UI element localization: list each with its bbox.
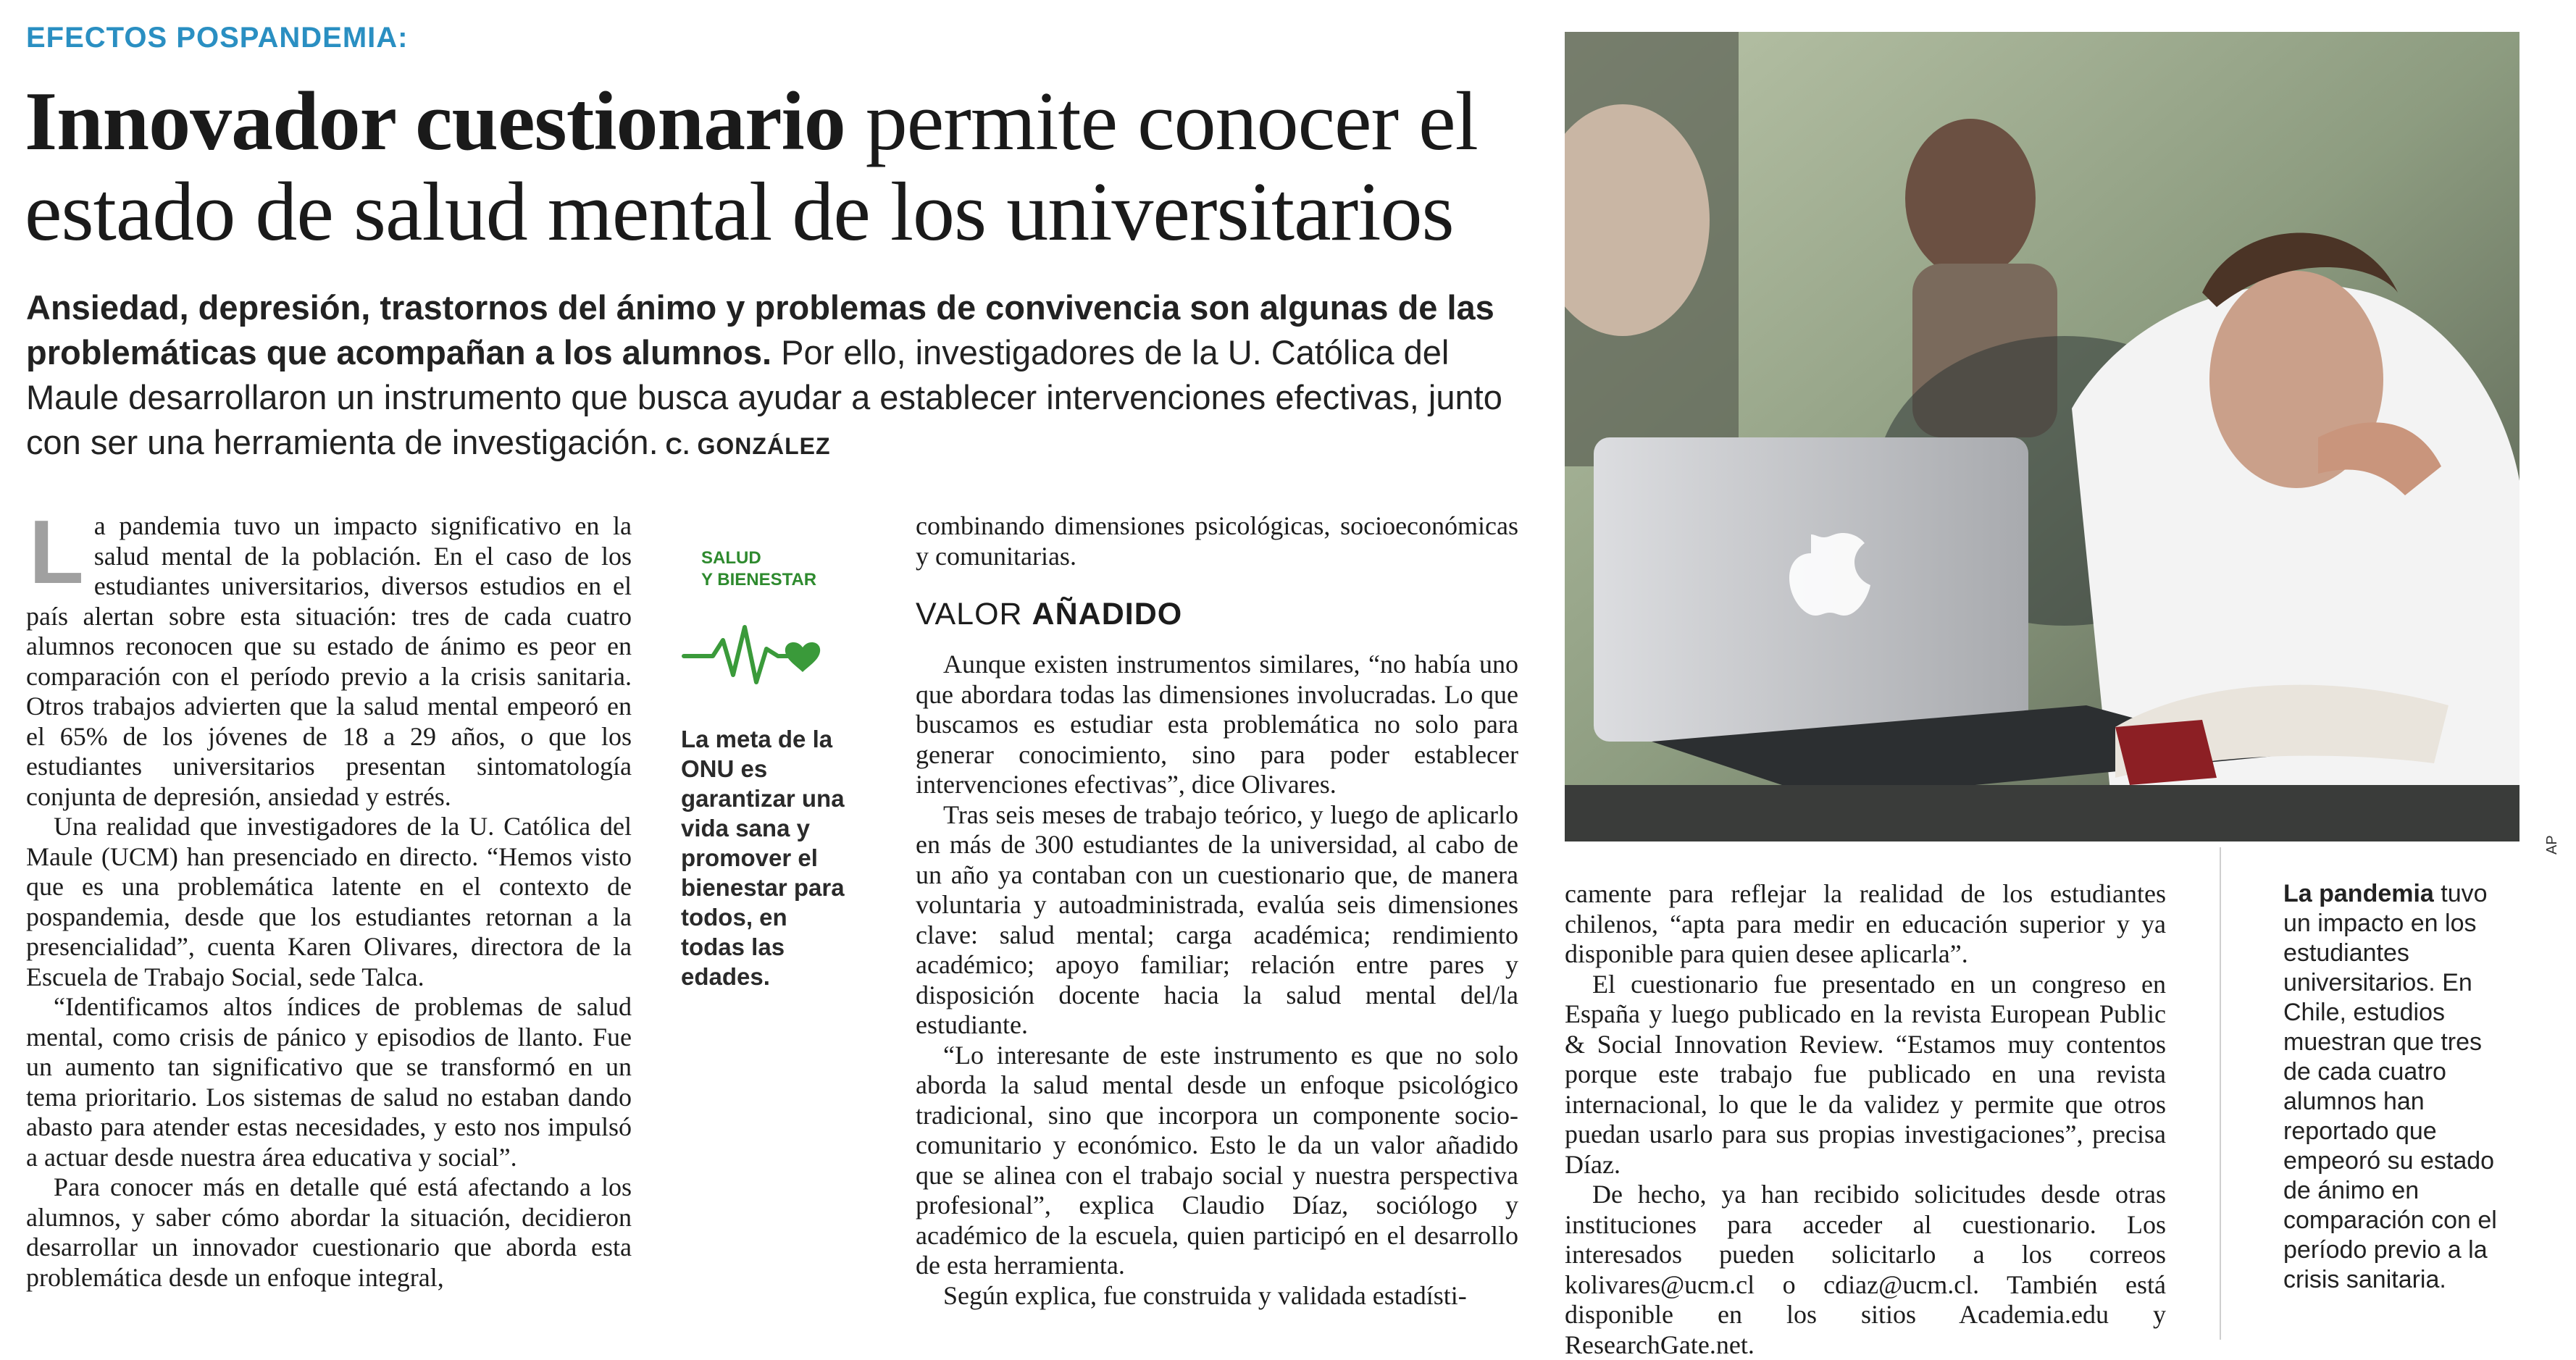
body-column-2 <box>916 511 1518 1311</box>
deck-bold: Ansiedad, depresión, trastornos del ánimo y problemas de convivencia son algunas de las problemáticas que acompañan a los alumnos. <box>26 288 1494 372</box>
sidebar-text: La meta de la ONU es garantizar una vida sana y promover el bienestar para todos, en todas las edades. <box>681 726 845 990</box>
photo-illustration <box>1565 32 2519 841</box>
heartbeat-heart-icon <box>681 605 826 692</box>
drop-cap: L <box>29 503 84 603</box>
paragraph: Aunque existen instrumentos similares, “no había uno que abordara todas las dimensiones involucradas. Lo que buscamos es estudiar esta problemática no solo para generar conocimiento, sino para poder establecer intervenciones efectivas”, dice Olivares. <box>916 650 1518 799</box>
byline: C. GONZÁLEZ <box>665 433 831 459</box>
body-column-1 <box>26 503 632 1293</box>
paragraph: “Identificamos altos índices de problemas de salud mental, como crisis de pánico y episodios de llanto. Fue un aumento tan significativo que se transformó en un tema prioritario. Los sistemas de salud no estaban dando abasto para atender estas necesidades, y esto nos impulsó a actuar desde nuestra área educativa y social”. <box>26 992 632 1172</box>
paragraph: camente para reflejar la realidad de los estudiantes chilenos, “apta para medir en educación superior y ya disponible para quien desee aplicarla”. <box>1565 879 2166 968</box>
paragraph: Una realidad que investigadores de la U. Católica del Maule (UCM) han presenciado en directo. “Hemos visto que es una problemática latente en el contexto de pospandemia, desde que los estudiantes retornan a la presencialidad”, cuenta Karen Olivares, directora de la Escuela de Trabajo Social, sede Talca. <box>26 812 632 991</box>
paragraph: Según explica, fue construida y validada estadísti- <box>943 1280 1467 1310</box>
headline-regular: permite conocer el estado de salud mental de los universitarios <box>25 75 1478 259</box>
headline <box>25 77 1531 258</box>
paragraph: combinando dimensiones psicológicas, socioeconómicas y comunitarias. <box>916 511 1518 571</box>
sidebar-title: SALUD Y BIENESTAR <box>701 548 817 589</box>
column-divider <box>2220 847 2221 1340</box>
paragraph: Tras seis meses de trabajo teórico, y luego de aplicarlo en más de 300 estudiantes de la universidad, al cabo de un año ya contaban con un cuestionario que, de manera voluntaria y autoadministrada, evalúa seis dimensiones clave: salud mental; carga académica; rendimiento académico; apoyo familiar; relación entre pares y disposición docente hacia la salud mental del/la estudiante. <box>916 799 1518 1039</box>
paragraph: “Lo interesante de este instrumento es que no solo aborda la salud mental desde un enfoque psicológico tradicional, sino que incorpora un componente socio-comunitario y económico. Esto le da un valor añadido que se alinea con el trabajo social y nuestra perspectiva profesional”, explica Claudio Díaz, sociólogo y académico de la escuela, quien participó en el desarrollo de esta herramienta. <box>916 1040 1518 1280</box>
photo-caption: La pandemia tuvo un impacto en los estudiantes universitarios. En Chile, estudios muestran que tres de cada cuatro alumnos han reportado que empeoró su estado de ánimo en comparación con el período previo a la crisis sanitaria. <box>2283 880 2497 1293</box>
paragraph: La pandemia tuvo un impacto significativo en la salud mental de la población. En el caso de los estudiantes universitarios, diversos estudios en el país alertan sobre esta situación: tres de cada cuatro alumnos reconocen que su estado de ánimo es peor en comparación con el período previo a la crisis sanitaria. Otros trabajos advierten que la salud mental empeoró en el 65% de los jóvenes de 18 a 29 años, o que los estudiantes universitarios presentan sintomatología conjunta de depresión, ansiedad y estrés. <box>26 503 632 811</box>
subhead: VALOR AÑADIDO <box>916 597 1183 631</box>
headline-bold: Innovador cuestionario <box>25 75 845 168</box>
body-column-3 <box>1565 879 2166 1360</box>
deck-regular: Por ello, investigadores de la U. Católica del Maule desarrollaron un instrumento que busca ayudar a establecer intervenciones efectivas, junto con ser una herramienta de investigación. <box>26 333 1502 461</box>
student-with-laptop-photo <box>1565 32 2519 841</box>
deck <box>26 285 1504 469</box>
paragraph: Para conocer más en detalle qué está afectando a los alumnos, y saber cómo abordar la situación, decidieron desarrollar un innovador cuestionario que aborda esta problemática desde un enfoque integral, <box>26 1172 632 1292</box>
paragraph: De hecho, ya han recibido solicitudes desde otras instituciones para acceder al cuestionario. Los interesados pueden solicitarlo a los correos kolivares@ucm.cl o cdiaz@ucm.cl. También está disponible en los sitios Academia.edu y ResearchGate.net. <box>1565 1180 2166 1359</box>
paragraph: El cuestionario fue presentado en un congreso en España y luego publicado en la revista European Public & Social Innovation Review. “Estamos muy contentos porque este trabajo fue publicado en una revista internacional, lo que le da validez y permite que otros puedan usarlo para sus propias investigaciones”, precisa Díaz. <box>1565 969 2166 1179</box>
photo-credit: AP <box>2544 835 2560 855</box>
section-kicker: EFECTOS POSPANDEMIA: <box>26 22 409 54</box>
